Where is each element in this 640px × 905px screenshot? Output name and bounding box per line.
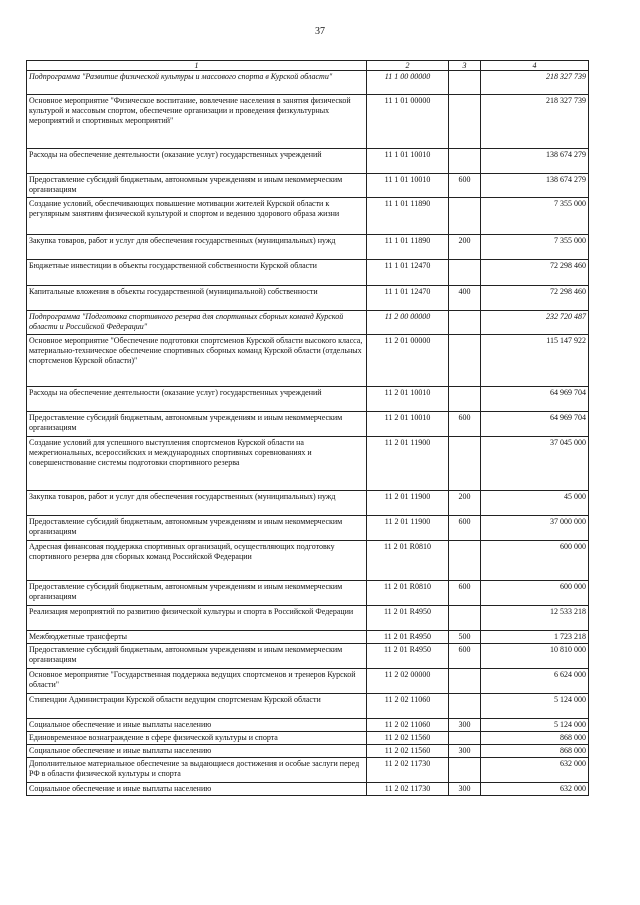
row-sum: 138 674 279 [481, 149, 589, 174]
row-code: 11 2 01 R4950 [367, 644, 449, 669]
row-code: 11 2 02 11060 [367, 694, 449, 719]
table-row [27, 644, 589, 669]
row-type: 600 [449, 174, 481, 198]
row-name: Закупка товаров, работ и услуг для обеспечения государственных (муниципальных) нужд [27, 235, 367, 260]
row-type: 300 [449, 719, 481, 732]
row-name: Бюджетные инвестиции в объекты государственной собственности Курской области [27, 260, 367, 286]
row-sum: 218 327 739 [481, 95, 589, 149]
table-row [27, 174, 589, 198]
row-code: 11 2 01 R0810 [367, 581, 449, 606]
row-type [449, 387, 481, 412]
row-name: Дополнительное материальное обеспечение за выдающиеся достижения и особые заслуги перед РФ в области физической культуры и спорта [27, 758, 367, 783]
row-name: Единовременное вознаграждение в сфере физической культуры и спорта [27, 732, 367, 745]
header-row [27, 61, 589, 71]
row-name: Реализация мероприятий по развитию физической культуры и спорта в Российской Федерации [27, 606, 367, 631]
row-name: Закупка товаров, работ и услуг для обеспечения государственных (муниципальных) нужд [27, 491, 367, 516]
table-row [27, 286, 589, 311]
budget-table [26, 60, 589, 796]
row-type [449, 198, 481, 235]
row-sum: 632 000 [481, 758, 589, 783]
row-type: 600 [449, 581, 481, 606]
row-sum: 868 000 [481, 745, 589, 758]
row-name: Предоставление субсидий бюджетным, автономным учреждениям и иным некоммерческим организациям [27, 644, 367, 669]
row-name: Адресная финансовая поддержка спортивных организаций, осуществляющих подготовку спортивного резерва для сборных команд Российской Федерации [27, 541, 367, 581]
row-sum: 218 327 739 [481, 71, 589, 95]
table-row [27, 516, 589, 541]
row-code: 11 1 01 11890 [367, 235, 449, 260]
row-sum: 6 624 000 [481, 669, 589, 694]
table-row [27, 198, 589, 235]
row-name: Расходы на обеспечение деятельности (оказание услуг) государственных учреждений [27, 149, 367, 174]
row-name: Социальное обеспечение и иные выплаты населению [27, 719, 367, 732]
row-name: Социальное обеспечение и иные выплаты населению [27, 745, 367, 758]
table-row [27, 541, 589, 581]
row-name: Расходы на обеспечение деятельности (оказание услуг) государственных учреждений [27, 387, 367, 412]
table-row [27, 694, 589, 719]
row-code: 11 1 01 12470 [367, 286, 449, 311]
table-row [27, 732, 589, 745]
row-name: Основное мероприятие "Обеспечение подготовки спортсменов Курской области высокого класса, материально-техническое обеспечение спортивных сборных команд Курской области (отдельных спортсменов Курской области)" [27, 335, 367, 387]
row-sum: 10 810 000 [481, 644, 589, 669]
row-code: 11 2 01 11900 [367, 516, 449, 541]
row-sum: 5 124 000 [481, 694, 589, 719]
header-col-name: 1 [27, 61, 367, 71]
row-sum: 868 000 [481, 732, 589, 745]
row-sum: 1 723 218 [481, 631, 589, 644]
row-type [449, 260, 481, 286]
row-code: 11 1 01 00000 [367, 95, 449, 149]
row-name: Предоставление субсидий бюджетным, автономным учреждениям и иным некоммерческим организациям [27, 412, 367, 437]
row-sum: 5 124 000 [481, 719, 589, 732]
row-code: 11 2 01 00000 [367, 335, 449, 387]
table-row [27, 387, 589, 412]
row-name: Подпрограмма "Развитие физической культуры и массового спорта в Курской области" [27, 71, 367, 95]
row-code: 11 2 00 00000 [367, 311, 449, 335]
row-name: Предоставление субсидий бюджетным, автономным учреждениям и иным некоммерческим организациям [27, 581, 367, 606]
row-type [449, 149, 481, 174]
row-type [449, 606, 481, 631]
table-row [27, 260, 589, 286]
row-name: Основное мероприятие "Физическое воспитание, вовлечение населения в занятия физической культурой и массовым спортом, обеспечение организации и проведения физкультурных мероприятий и спортивных мероприятий" [27, 95, 367, 149]
row-sum: 232 720 487 [481, 311, 589, 335]
row-sum: 12 533 218 [481, 606, 589, 631]
row-name: Создание условий, обеспечивающих повышение мотивации жителей Курской области к регулярным занятиям физической культурой и спортом и ведению здорового образа жизни [27, 198, 367, 235]
table-row [27, 335, 589, 387]
page-number: 37 [315, 26, 325, 37]
row-name: Предоставление субсидий бюджетным, автономным учреждениям и иным некоммерческим организациям [27, 516, 367, 541]
table-row [27, 95, 589, 149]
table-row [27, 758, 589, 783]
row-type [449, 311, 481, 335]
row-code: 11 2 02 00000 [367, 669, 449, 694]
row-code: 11 2 02 11730 [367, 783, 449, 796]
row-type: 300 [449, 783, 481, 796]
table-row [27, 235, 589, 260]
table-body [27, 71, 589, 796]
row-type [449, 732, 481, 745]
row-code: 11 1 00 00000 [367, 71, 449, 95]
row-type [449, 758, 481, 783]
row-sum: 64 969 704 [481, 387, 589, 412]
row-code: 11 1 01 10010 [367, 174, 449, 198]
row-sum: 37 045 000 [481, 437, 589, 491]
row-name: Капитальные вложения в объекты государственной (муниципальной) собственности [27, 286, 367, 311]
row-type: 400 [449, 286, 481, 311]
row-sum: 7 355 000 [481, 198, 589, 235]
row-name: Создание условий для успешного выступления спортсменов Курской области на межрегиональных, всероссийских и международных спортивных соревнованиях и совершенствование системы подготовки спортивного резерва [27, 437, 367, 491]
row-type [449, 95, 481, 149]
row-type: 200 [449, 491, 481, 516]
row-type: 300 [449, 745, 481, 758]
row-code: 11 2 02 11560 [367, 745, 449, 758]
table-row [27, 606, 589, 631]
row-code: 11 1 01 10010 [367, 149, 449, 174]
row-sum: 632 000 [481, 783, 589, 796]
row-code: 11 2 01 R0810 [367, 541, 449, 581]
row-type [449, 669, 481, 694]
table-row [27, 491, 589, 516]
row-name: Стипендии Администрации Курской области ведущим спортсменам Курской области [27, 694, 367, 719]
table-row [27, 311, 589, 335]
row-sum: 45 000 [481, 491, 589, 516]
row-type [449, 694, 481, 719]
row-type [449, 71, 481, 95]
row-name: Межбюджетные трансферты [27, 631, 367, 644]
table-row [27, 783, 589, 796]
table-row [27, 71, 589, 95]
row-sum: 72 298 460 [481, 260, 589, 286]
row-type [449, 335, 481, 387]
row-code: 11 2 01 10010 [367, 412, 449, 437]
row-sum: 72 298 460 [481, 286, 589, 311]
row-code: 11 2 02 11560 [367, 732, 449, 745]
row-type: 600 [449, 644, 481, 669]
row-sum: 600 000 [481, 581, 589, 606]
row-code: 11 2 02 11060 [367, 719, 449, 732]
row-type: 600 [449, 412, 481, 437]
table-row [27, 149, 589, 174]
table-row [27, 669, 589, 694]
table-row [27, 719, 589, 732]
row-code: 11 2 01 10010 [367, 387, 449, 412]
header-col-code: 2 [367, 61, 449, 71]
row-type: 200 [449, 235, 481, 260]
row-sum: 64 969 704 [481, 412, 589, 437]
row-type [449, 541, 481, 581]
row-sum: 600 000 [481, 541, 589, 581]
row-code: 11 2 01 R4950 [367, 606, 449, 631]
row-name: Социальное обеспечение и иные выплаты населению [27, 783, 367, 796]
row-type: 600 [449, 516, 481, 541]
row-code: 11 1 01 12470 [367, 260, 449, 286]
row-name: Подпрограмма "Подготовка спортивного резерва для спортивных сборных команд Курской области и Российской Федерации" [27, 311, 367, 335]
row-sum: 115 147 922 [481, 335, 589, 387]
row-sum: 138 674 279 [481, 174, 589, 198]
row-code: 11 1 01 11890 [367, 198, 449, 235]
row-sum: 7 355 000 [481, 235, 589, 260]
row-name: Основное мероприятие "Государственная поддержка ведущих спортсменов и тренеров Курской области" [27, 669, 367, 694]
row-code: 11 2 01 11900 [367, 491, 449, 516]
row-code: 11 2 01 R4950 [367, 631, 449, 644]
table-row [27, 581, 589, 606]
header-col-sum: 4 [481, 61, 589, 71]
table-row [27, 631, 589, 644]
row-name: Предоставление субсидий бюджетным, автономным учреждениям и иным некоммерческим организациям [27, 174, 367, 198]
row-code: 11 2 02 11730 [367, 758, 449, 783]
table-row [27, 437, 589, 491]
row-sum: 37 000 000 [481, 516, 589, 541]
row-code: 11 2 01 11900 [367, 437, 449, 491]
table-row [27, 745, 589, 758]
row-type: 500 [449, 631, 481, 644]
table-row [27, 412, 589, 437]
row-type [449, 437, 481, 491]
header-col-type: 3 [449, 61, 481, 71]
